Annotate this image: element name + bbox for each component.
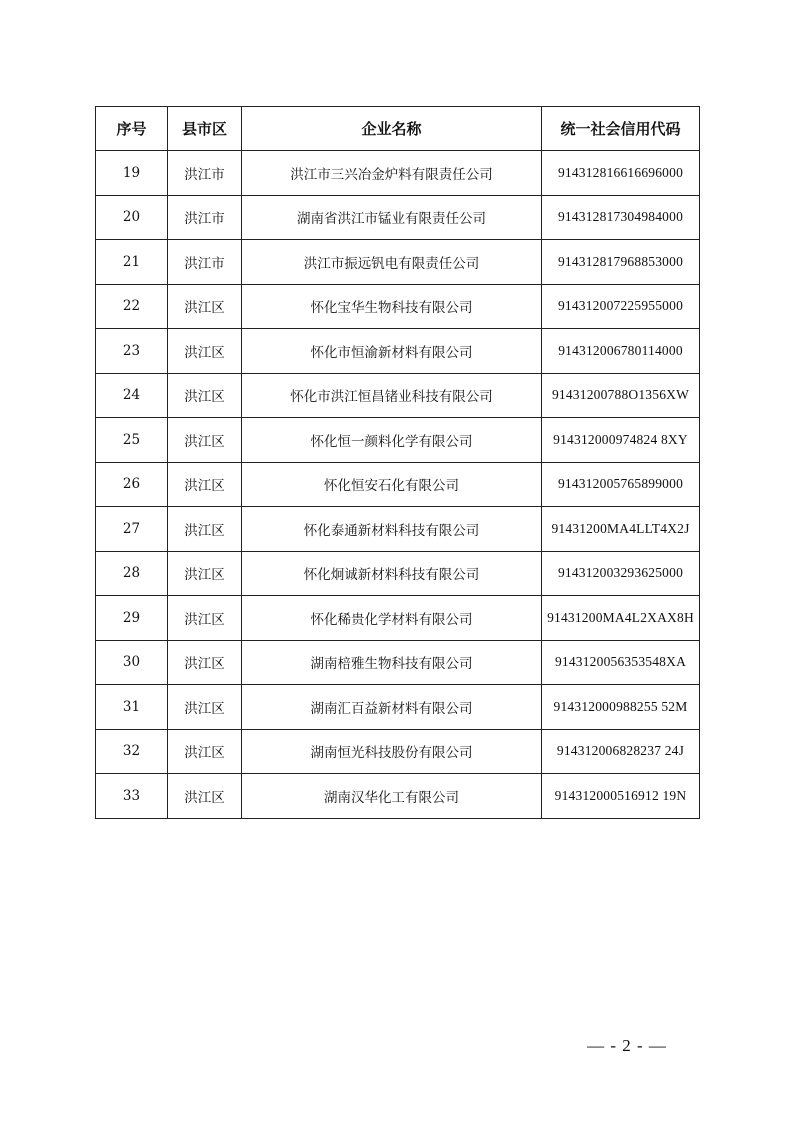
cell-company-name: 怀化恒一颜料化学有限公司	[242, 418, 542, 463]
cell-index: 26	[96, 462, 168, 507]
table-row	[96, 418, 700, 463]
table-row	[96, 462, 700, 507]
cell-credit-code: 91431200MA4LLT4X2J	[542, 507, 700, 552]
cell-company-name: 湖南恒光科技股份有限公司	[242, 729, 542, 774]
cell-credit-code: 914312006780114000	[542, 329, 700, 374]
header-county: 县市区	[168, 107, 242, 151]
cell-credit-code: 914312006828237 24J	[542, 729, 700, 774]
cell-county: 洪江区	[168, 551, 242, 596]
cell-index: 27	[96, 507, 168, 552]
header-row	[96, 107, 700, 151]
cell-index: 19	[96, 151, 168, 196]
cell-county: 洪江区	[168, 596, 242, 641]
cell-credit-code: 914312000988255 52M	[542, 685, 700, 730]
cell-company-name: 湖南汉华化工有限公司	[242, 774, 542, 819]
header-company-name: 企业名称	[242, 107, 542, 151]
cell-index: 21	[96, 240, 168, 285]
table-row	[96, 596, 700, 641]
cell-index: 33	[96, 774, 168, 819]
table-row	[96, 195, 700, 240]
cell-company-name: 怀化炯诚新材料科技有限公司	[242, 551, 542, 596]
cell-county: 洪江市	[168, 151, 242, 196]
table-row	[96, 329, 700, 374]
table-row	[96, 640, 700, 685]
cell-index: 20	[96, 195, 168, 240]
cell-credit-code: 914312817968853000	[542, 240, 700, 285]
cell-index: 22	[96, 284, 168, 329]
cell-credit-code: 914312005765899000	[542, 462, 700, 507]
table-row	[96, 685, 700, 730]
cell-credit-code: 914312816616696000	[542, 151, 700, 196]
cell-credit-code: 914312007225955000	[542, 284, 700, 329]
cell-index: 29	[96, 596, 168, 641]
cell-credit-code: 91431200788O1356XW	[542, 373, 700, 418]
cell-county: 洪江区	[168, 729, 242, 774]
cell-credit-code: 914312000516912 19N	[542, 774, 700, 819]
cell-county: 洪江市	[168, 195, 242, 240]
cell-county: 洪江区	[168, 418, 242, 463]
table-row	[96, 507, 700, 552]
table-row	[96, 373, 700, 418]
cell-index: 25	[96, 418, 168, 463]
cell-credit-code: 91431200MA4L2XAX8H	[542, 596, 700, 641]
cell-index: 32	[96, 729, 168, 774]
cell-company-name: 湖南棓雅生物科技有限公司	[242, 640, 542, 685]
cell-county: 洪江区	[168, 329, 242, 374]
cell-company-name: 怀化市恒渝新材料有限公司	[242, 329, 542, 374]
table-row	[96, 240, 700, 285]
cell-index: 23	[96, 329, 168, 374]
table-row	[96, 284, 700, 329]
header-index: 序号	[96, 107, 168, 151]
cell-company-name: 湖南省洪江市锰业有限责任公司	[242, 195, 542, 240]
cell-company-name: 怀化泰通新材料科技有限公司	[242, 507, 542, 552]
cell-credit-code: 914312003293625000	[542, 551, 700, 596]
header-credit-code: 统一社会信用代码	[542, 107, 700, 151]
table-row	[96, 151, 700, 196]
cell-company-name: 洪江市三兴冶金炉料有限责任公司	[242, 151, 542, 196]
table-row	[96, 551, 700, 596]
cell-county: 洪江市	[168, 240, 242, 285]
cell-county: 洪江区	[168, 640, 242, 685]
cell-company-name: 湖南汇百益新材料有限公司	[242, 685, 542, 730]
cell-company-name: 怀化市洪江恒昌锗业科技有限公司	[242, 373, 542, 418]
cell-company-name: 洪江市振远钒电有限责任公司	[242, 240, 542, 285]
cell-county: 洪江区	[168, 284, 242, 329]
page-number: — - 2 - —	[587, 1036, 667, 1055]
table-row	[96, 774, 700, 819]
cell-index: 24	[96, 373, 168, 418]
cell-index: 30	[96, 640, 168, 685]
cell-company-name: 怀化恒安石化有限公司	[242, 462, 542, 507]
cell-index: 31	[96, 685, 168, 730]
cell-credit-code: 914312817304984000	[542, 195, 700, 240]
enterprise-table	[95, 106, 700, 819]
cell-county: 洪江区	[168, 373, 242, 418]
cell-credit-code: 914312000974824 8XY	[542, 418, 700, 463]
table-header	[96, 107, 700, 151]
table-body	[96, 151, 700, 819]
cell-county: 洪江区	[168, 685, 242, 730]
table-row	[96, 729, 700, 774]
cell-company-name: 怀化宝华生物科技有限公司	[242, 284, 542, 329]
cell-county: 洪江区	[168, 774, 242, 819]
cell-index: 28	[96, 551, 168, 596]
cell-county: 洪江区	[168, 462, 242, 507]
cell-credit-code: 9143120056353548XA	[542, 640, 700, 685]
cell-county: 洪江区	[168, 507, 242, 552]
cell-company-name: 怀化稀贵化学材料有限公司	[242, 596, 542, 641]
